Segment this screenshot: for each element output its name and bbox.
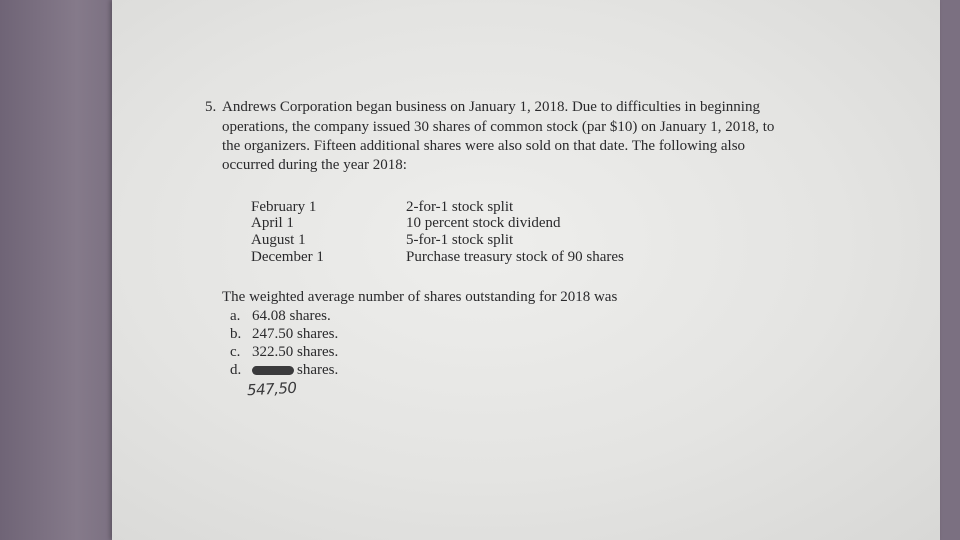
event-description: 10 percent stock dividend (406, 215, 561, 231)
scribbled-out-value (252, 366, 294, 375)
event-date: April 1 (251, 215, 294, 231)
event-description: Purchase treasury stock of 90 shares (406, 249, 624, 265)
event-description: 2-for-1 stock split (406, 199, 514, 215)
event-description: 5-for-1 stock split (406, 232, 514, 248)
option-letter: a. (230, 308, 241, 324)
question-number: 5. (205, 99, 217, 115)
question-line: the organizers. Fifteen additional shares were also sold on that date. The following also (222, 138, 746, 154)
event-date: August 1 (251, 232, 306, 248)
option-letter: c. (230, 344, 241, 360)
question-line: Andrews Corporation began business on January 1, 2018. Due to difficulties in beginning (222, 99, 760, 115)
question-line: occurred during the year 2018: (222, 157, 407, 173)
paper-sheet (112, 0, 940, 540)
question-prompt: The weighted average number of shares outstanding for 2018 was (222, 289, 618, 305)
option-text: shares. (297, 362, 339, 378)
question-line: operations, the company issued 30 shares of common stock (par $10) on January 1, 2018, to (222, 119, 775, 135)
option-letter: b. (230, 326, 242, 342)
option-text: 247.50 shares. (252, 326, 339, 342)
event-date: February 1 (251, 199, 317, 215)
option-letter: d. (230, 362, 242, 378)
handwritten-answer: 547,50 (246, 378, 297, 400)
option-d (252, 361, 338, 379)
option-text: 322.50 shares. (252, 344, 339, 360)
option-text: 64.08 shares. (252, 308, 331, 324)
event-date: December 1 (251, 249, 324, 265)
